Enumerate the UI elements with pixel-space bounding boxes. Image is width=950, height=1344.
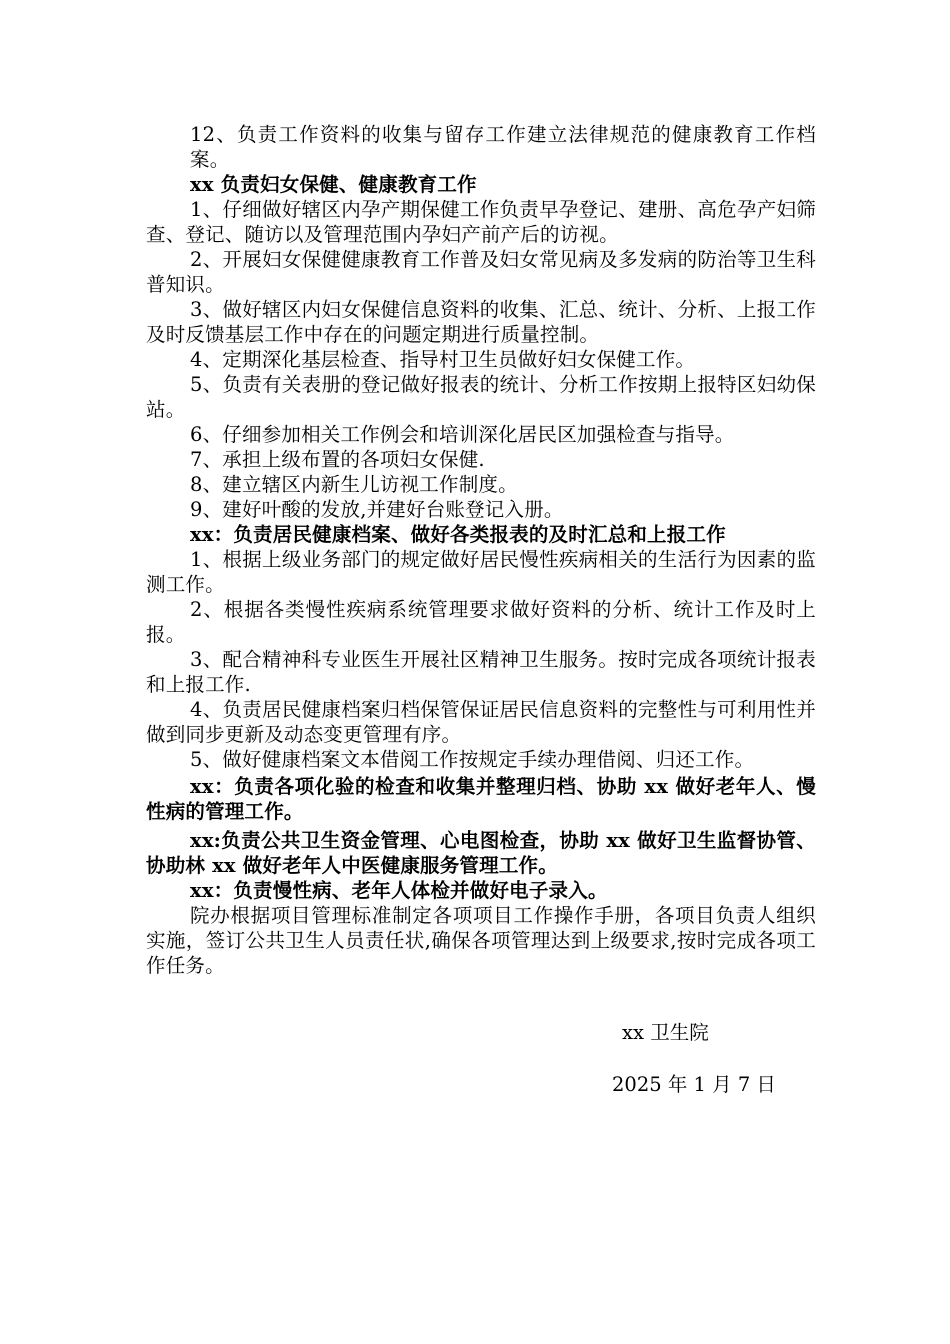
section-heading-women-health: xx 负责妇女保健、健康教育工作 <box>190 173 477 196</box>
document-body <box>146 122 816 978</box>
women-item-5: 5、负责有关表册的登记做好报表的统计、分析工作按期上报特区妇幼保站。 <box>146 373 816 421</box>
women-item-8: 8、建立辖区内新生儿访视工作制度。 <box>190 473 518 496</box>
section-heading-funds: xx:负责公共卫生资金管理、心电图检查，协助 xx 做好卫生监督协管、协助林 xx 做好老年人中医健康服务管理工作。 <box>146 829 816 877</box>
women-item-6: 6、仔细参加相关工作例会和培训深化居民区加强检查与指导。 <box>190 423 735 446</box>
records-item-4: 4、负责居民健康档案归档保管保证居民信息资料的完整性与可利用性并做到同步更新及动态变更管理有序。 <box>146 698 816 746</box>
section-heading-lab: xx：负责各项化验的检查和收集并整理归档、协助 xx 做好老年人、慢性病的管理工作。 <box>146 775 816 823</box>
records-item-5: 5、做好健康档案文本借阅工作按规定手续办理借阅、归还工作。 <box>190 748 755 771</box>
records-item-3: 3、配合精神科专业医生开展社区精神卫生服务。按时完成各项统计报表和上报工作. <box>146 648 816 696</box>
women-item-9: 9、建好叶酸的发放,并建好台账登记入册。 <box>190 498 564 521</box>
signature-organization: xx 卫生院 <box>622 1021 709 1044</box>
closing-paragraph: 院办根据项目管理标准制定各项项目工作操作手册，各项目负责人组织实施，签订公共卫生人员责任状,确保各项管理达到上级要求,按时完成各项工作任务。 <box>146 904 816 977</box>
section-heading-chronic: xx：负责慢性病、老年人体检并做好电子录入。 <box>190 879 608 902</box>
records-item-1: 1、根据上级业务部门的规定做好居民慢性疾病相关的生活行为因素的监测工作。 <box>146 548 816 596</box>
women-item-2: 2、开展妇女保健健康教育工作普及妇女常见病及多发病的防治等卫生科普知识。 <box>146 248 816 296</box>
item-12-archive: 12、负责工作资料的收集与留存工作建立法律规范的健康教育工作档案。 <box>190 123 816 171</box>
records-item-2: 2、根据各类慢性疾病系统管理要求做好资料的分析、统计工作及时上报。 <box>146 598 816 646</box>
women-item-3: 3、做好辖区内妇女保健信息资料的收集、汇总、统计、分析、上报工作及时反馈基层工作中存在的问题定期进行质量控制。 <box>146 298 816 346</box>
women-item-7: 7、承担上级布置的各项妇女保健. <box>190 448 485 471</box>
section-heading-health-records: xx：负责居民健康档案、做好各类报表的及时汇总和上报工作 <box>190 523 726 546</box>
women-item-4: 4、定期深化基层检查、指导村卫生员做好妇女保健工作。 <box>190 348 696 371</box>
signature-date: 2025 年 1 月 7 日 <box>612 1073 776 1096</box>
women-item-1: 1、仔细做好辖区内孕产期保健工作负责早孕登记、建册、高危孕产妇筛查、登记、随访以及管理范围内孕妇产前产后的访视。 <box>146 198 816 246</box>
